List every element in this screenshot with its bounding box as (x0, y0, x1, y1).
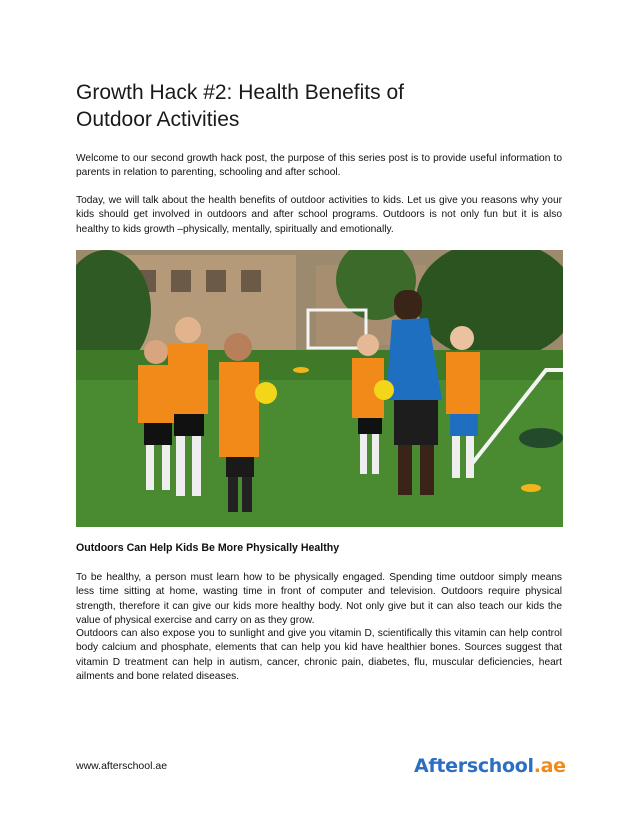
logo-part-after: After (414, 755, 467, 777)
footer-url[interactable]: www.afterschool.ae (76, 760, 168, 772)
photo-illustration (76, 250, 563, 527)
page-title (76, 79, 556, 133)
intro-paragraph: Welcome to our second growth hack post, the purpose of this series post is to provide useful information to parents in relation to parenting, schooling and after school. (76, 153, 562, 179)
title-line-1: Growth Hack #2: Health Benefits of (76, 81, 404, 104)
afterschool-logo (414, 754, 566, 778)
section-heading: Outdoors Can Help Kids Be More Physically Healthy (76, 542, 340, 554)
kids-soccer-photo (76, 250, 563, 527)
logo-part-ae: .ae (533, 755, 566, 777)
vitamin-d-paragraph: Outdoors can also expose you to sunlight and give you vitamin D, scientifically this vitamin can help control body calcium and phosphate, elements that can help you kid have healthier bones. Sources suggest that vitamin D treatment can help in autism, cancer, chronic pain, diabetes, flu, muscular deficiencies, heart ailments and bone related diseases. (76, 628, 562, 682)
title-line-2: Outdoor Activities (76, 108, 240, 131)
logo-part-school: school (466, 755, 534, 777)
physical-health-paragraph: To be healthy, a person must learn how to be physically engaged. Spending time outdoor simply means less time sitting at home, wasting time in front of computer and television. Outdoors require physical strength, therefore it can give our kids more healthy body. Not only give but it can also teach our kids the value of physical exercise and carry on as they grow. (76, 572, 562, 626)
topic-paragraph: Today, we will talk about the health benefits of outdoor activities to kids. Let us give you reasons why your kids should get involved in outdoors and after school programs. Outdoors is not only fun but it is also healthy to kids growth –physically, mentally, spiritually and emotionally. (76, 195, 562, 235)
